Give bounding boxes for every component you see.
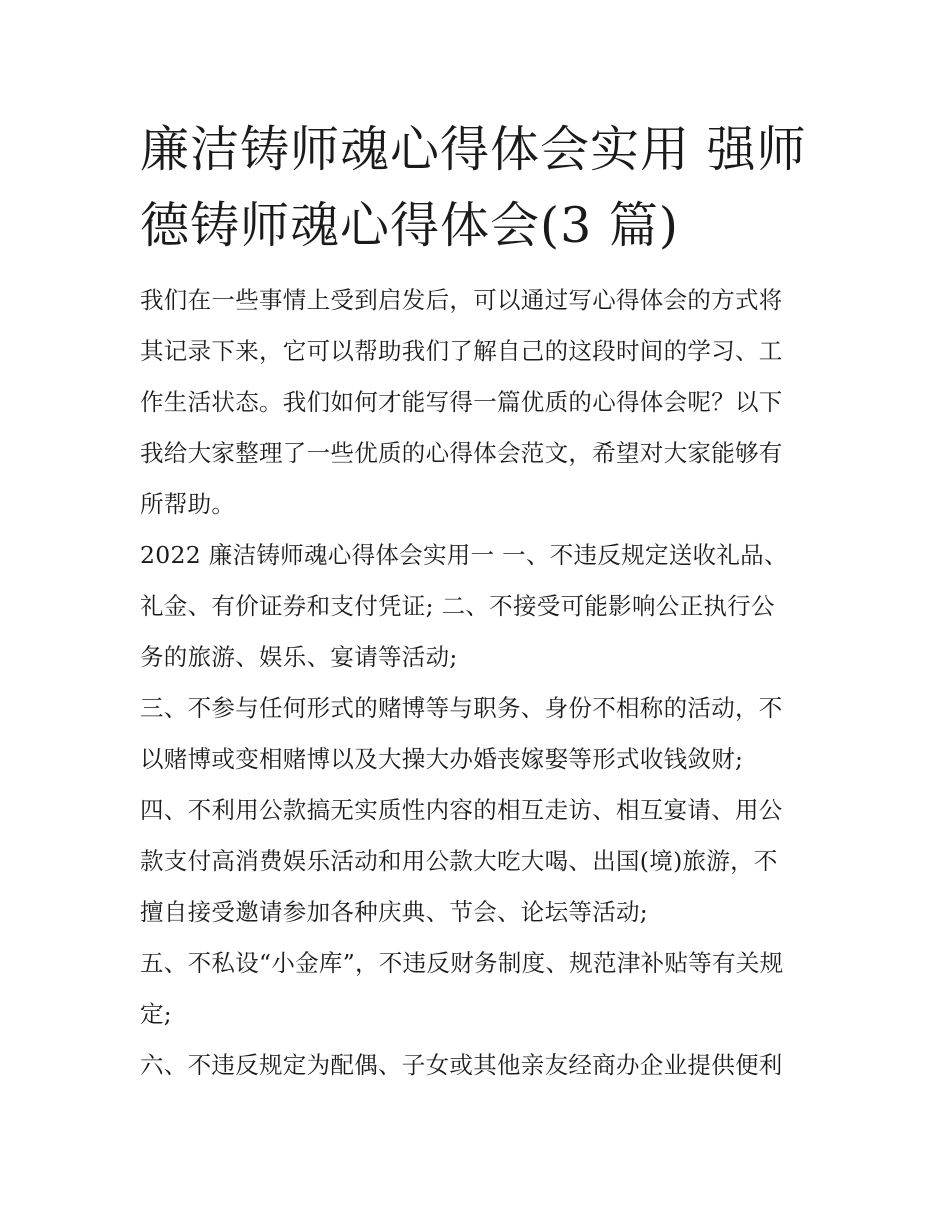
body-line: 我给大家整理了一些优质的心得体会范文，希望对大家能够有 [140,439,783,467]
body-line: 其记录下来，它可以帮助我们了解自己的这段时间的学习、工 [140,337,783,365]
body-line: 我们在一些事情上受到启发后，可以通过写心得体会的方式将 [140,286,783,314]
body-line: 作生活状态。我们如何才能写得一篇优质的心得体会呢？以下 [140,388,783,416]
body-line: 所帮助。 [140,490,236,518]
body-line: 擅自接受邀请参加各种庆典、节会、论坛等活动; [140,898,649,926]
title-line-2: 德铸师魂心得体会(3 篇) [140,197,679,254]
document-title [140,112,830,264]
title-line-1: 廉洁铸师魂心得体会实用 强师 [140,121,807,178]
body-line: 务的旅游、娱乐、宴请等活动; [140,643,458,671]
body-line: 礼金、有价证券和支付凭证; 二、不接受可能影响公正执行公 [140,592,775,620]
body-line: 定; [140,1000,173,1028]
body-line: 三、不参与任何形式的赌博等与职务、身份不相称的活动，不 [140,694,783,722]
body-line: 款支付高消费娱乐活动和用公款大吃大喝、出国(境)旅游，不 [140,847,778,875]
body-line: 五、不私设“小金库”，不违反财务制度、规范津补贴等有关规 [140,949,784,977]
body-line: 六、不违反规定为配偶、子女或其他亲友经商办企业提供便利 [140,1051,783,1079]
body-line: 以赌博或变相赌博以及大操大办婚丧嫁娶等形式收钱敛财; [140,745,744,773]
body-line: 2022 廉洁铸师魂心得体会实用一 一、不违反规定送收礼品、 [140,541,788,569]
body-line: 四、不利用公款搞无实质性内容的相互走访、相互宴请、用公 [140,796,783,824]
